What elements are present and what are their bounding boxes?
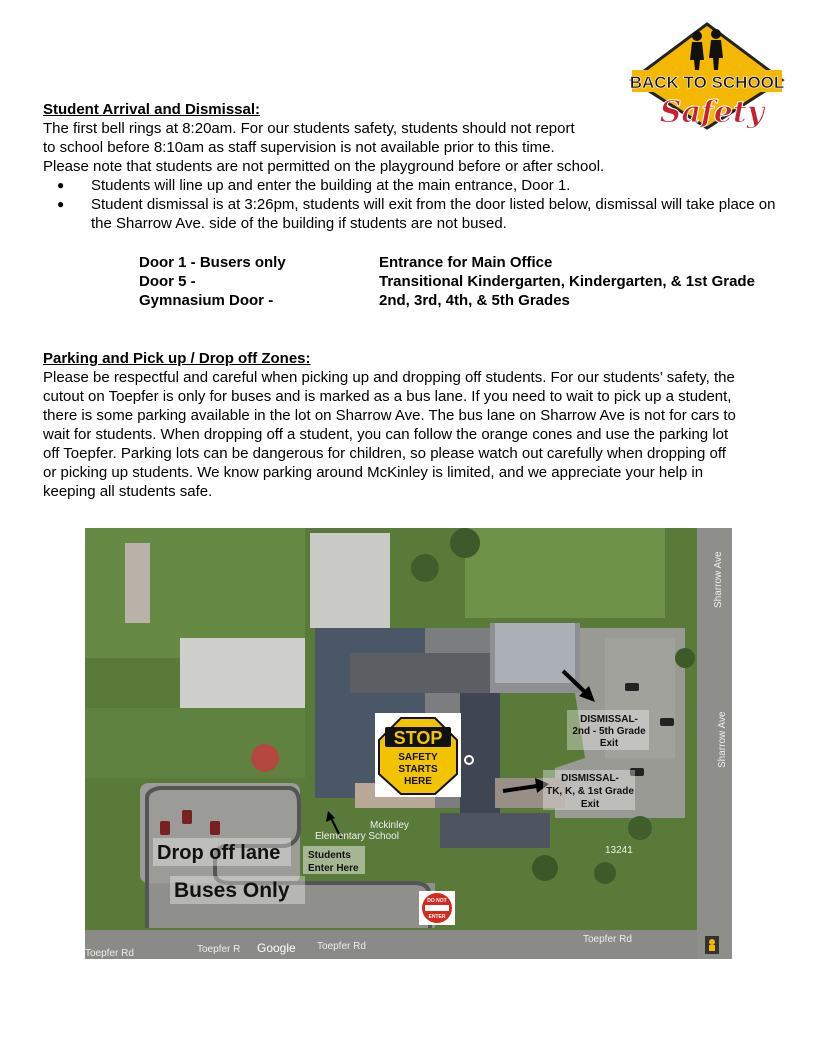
stop-sign-word: STOP [393, 728, 443, 748]
parking-line-3: there is some parking available in the lot on Sharrow Ave. The bus lane on Sharrow Ave is not for cars to [43, 407, 736, 424]
bullet-item-1: Students will line up and enter the building at the main entrance, Door 1. [91, 177, 571, 194]
door-name: Door 5 - [139, 273, 196, 290]
parking-line-4: wait for students. When dropping off a student, you can follow the orange cones and use the parking lot [43, 426, 729, 443]
sign-text: ENTER [428, 914, 446, 920]
door-name: Door 1 - Busers only [139, 254, 286, 271]
door-info: 2nd, 3rd, 4th, & 5th Grades [379, 292, 570, 309]
parking-line-2: cutout on Toepfer is only for buses and is marked as a bus lane. If you need to wait to pick up a student, [43, 388, 732, 405]
toepfer-road [85, 930, 732, 959]
aerial-map [85, 528, 732, 959]
road-label: Toepfer Rd [85, 948, 134, 959]
logo-title: BACK TO SCHOOL [629, 73, 785, 92]
door-info: Transitional Kindergarten, Kindergarten, & 1st Grade [379, 273, 755, 290]
bullet-marker: ● [57, 178, 65, 192]
school-name-label: Mckinley [370, 820, 409, 831]
parking-line-1: Please be respectful and careful when picking up and dropping off students. For our students’ safety, the [43, 369, 735, 386]
label-line: DISMISSAL- [580, 714, 638, 725]
door-info: Entrance for Main Office [379, 254, 553, 271]
road-label: Toepfer Rd [583, 934, 632, 945]
label-line: Exit [599, 738, 619, 749]
parking-line-7: keeping all students safe. [43, 483, 213, 500]
label-line: Exit [580, 799, 600, 810]
students-enter-label [303, 846, 365, 874]
road-label: Sharrow Ave [717, 711, 728, 768]
buses-only-label: Buses Only [174, 879, 290, 902]
arrival-line-1: The first bell rings at 8:20am. For our students safety, students should not report [43, 120, 575, 137]
door-name: Gymnasium Door - [139, 292, 274, 309]
parking-line-5: off Toepfer. Parking lots can be dangerous for children, so please watch out carefully when dropping off [43, 445, 726, 462]
label-line: TK, K, & 1st Grade [546, 786, 634, 797]
drop-off-lane-label: Drop off lane [157, 842, 281, 864]
arrival-line-3: Please note that students are not permitted on the playground before or after school. [43, 158, 605, 175]
road-label: Sharrow Ave [713, 551, 724, 608]
stop-sign-line: SAFETY [398, 752, 438, 763]
parking-heading: Parking and Pick up / Drop off Zones: [43, 350, 311, 367]
school-name-label: Elementary School [315, 831, 399, 842]
logo-subtitle: Safety [659, 95, 765, 130]
label-line: Enter Here [308, 863, 359, 874]
label-line: 2nd - 5th Grade [572, 726, 646, 737]
road-label: Toepfer Rd [317, 941, 366, 952]
stop-sign-icon [375, 713, 461, 797]
arrival-line-2: to school before 8:10am as staff supervision is not available prior to this time. [43, 139, 555, 156]
bullet-item-2: Student dismissal is at 3:26pm, students will exit from the door listed below, dismissal will take place on the Sharrow Ave. side of the building if students are not bused. [91, 196, 776, 232]
stop-sign-line: STARTS [398, 764, 438, 775]
dismissal-upper-label [567, 710, 649, 750]
road-label: Toepfer R [197, 944, 241, 955]
do-not-enter-sign-icon [419, 891, 455, 925]
google-watermark: Google [257, 941, 296, 955]
label-line: DISMISSAL- [561, 773, 619, 784]
back-to-school-safety-logo [626, 22, 788, 132]
stop-sign-line: HERE [404, 776, 432, 787]
building [310, 533, 390, 628]
bullet-marker: ● [57, 197, 65, 211]
sign-text: DO NOT [427, 898, 447, 904]
dismissal-lower-label [543, 770, 635, 810]
street-view-pegman-icon [705, 936, 719, 954]
address-label: 13241 [605, 845, 633, 856]
parking-line-6: or picking up students. We know parking around McKinley is limited, and we appreciate your help in [43, 464, 704, 481]
arrival-heading: Student Arrival and Dismissal: [43, 101, 261, 118]
label-line: Students [308, 850, 351, 861]
